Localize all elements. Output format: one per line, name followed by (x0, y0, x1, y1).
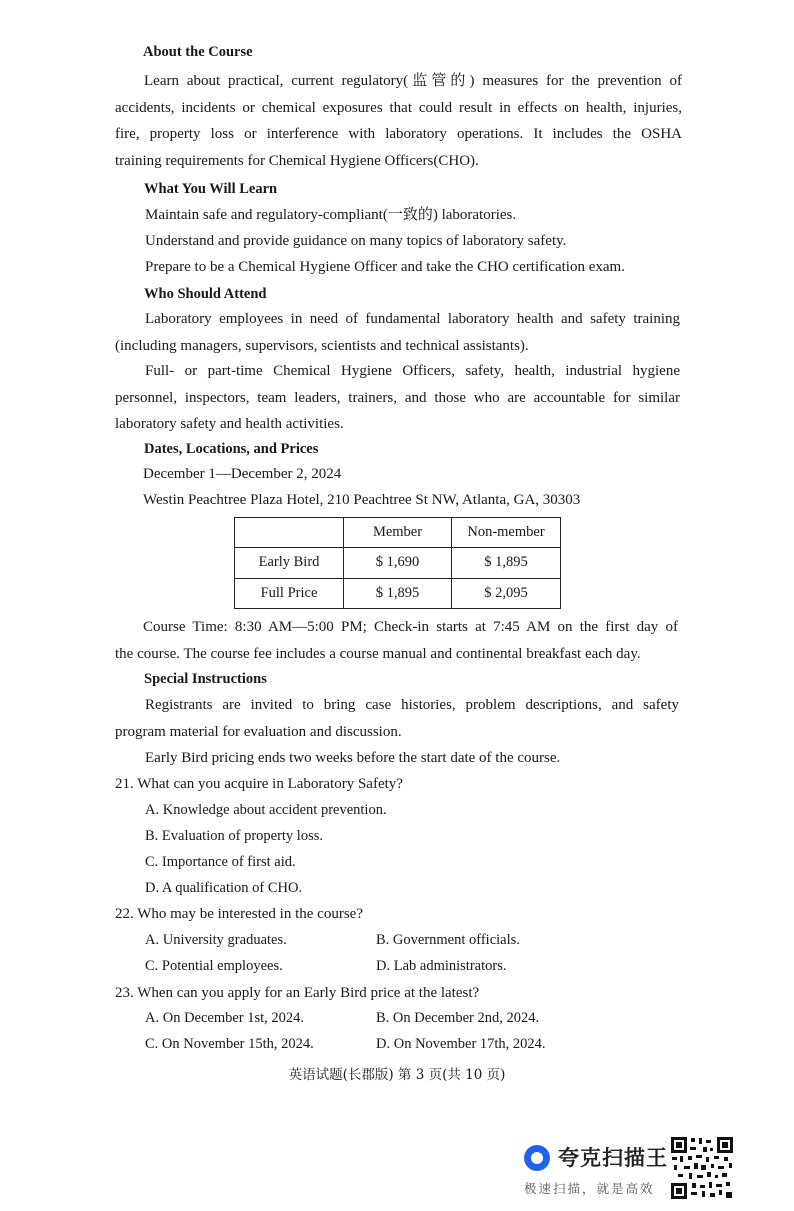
price-table-cell: $ 1,895 (344, 578, 452, 608)
price-table-row (235, 548, 561, 578)
price-table-cell: $ 1,895 (452, 548, 561, 578)
price-table-corner (235, 518, 344, 548)
price-table (234, 517, 561, 609)
about-line: Learn about practical, current regulatory(监管的) measures for the prevention of (144, 73, 682, 89)
attend-line: personnel, inspectors, team leaders, trainers, and those who are accountable for similar (115, 389, 680, 406)
question-option: D. A qualification of CHO. (145, 880, 303, 896)
about-line: accidents, incidents or chemical exposures that could result in effects on health, injuries, (115, 99, 682, 116)
course-dates: December 1—December 2, 2024 (143, 466, 342, 482)
attend-line: Full- or part-time Chemical Hygiene Officers, safety, health, industrial hygiene (145, 363, 680, 379)
price-table-row (235, 578, 561, 608)
question-option: C. Importance of first aid. (145, 854, 296, 870)
price-table-cell: Early Bird (235, 548, 344, 578)
learn-item: Maintain safe and regulatory-compliant(一致的) laboratories. (145, 207, 517, 223)
course-time-paragraph (115, 614, 678, 667)
special-heading: Special Instructions (144, 671, 267, 687)
price-table-cell: Full Price (235, 578, 344, 608)
price-table-header: Non-member (452, 518, 561, 548)
dates-heading: Dates, Locations, and Prices (144, 441, 319, 457)
question-stem: 22. Who may be interested in the course? (115, 906, 363, 922)
course-time-line: the course. The course fee includes a course manual and continental breakfast each day. (115, 645, 641, 662)
question-stem: 23. When can you apply for an Early Bird price at the latest? (115, 985, 480, 1001)
special-line: program material for evaluation and discussion. (115, 723, 402, 740)
attend-line: Laboratory employees in need of fundamental laboratory health and safety training (145, 311, 680, 327)
attend-paragraph-1 (115, 306, 680, 359)
attend-line: laboratory safety and health activities. (115, 416, 344, 432)
question-option: B. On December 2nd, 2024. (376, 1010, 540, 1026)
about-paragraph (115, 68, 682, 174)
question-option: D. Lab administrators. (376, 958, 507, 974)
price-table-header: Member (344, 518, 452, 548)
question-option: A. Knowledge about accident prevention. (145, 802, 387, 818)
about-line: fire, property loss or interference with laboratory operations. It includes the OSHA (115, 126, 682, 142)
about-heading: About the Course (143, 44, 253, 60)
attend-line: (including managers, supervisors, scientists and technical assistants). (115, 337, 529, 354)
price-table-cell: $ 2,095 (452, 578, 561, 608)
question-option: A. University graduates. (145, 932, 287, 948)
learn-heading: What You Will Learn (144, 181, 278, 197)
learn-item: Understand and provide guidance on many topics of laboratory safety. (145, 233, 567, 249)
special-paragraph-2: Early Bird pricing ends two weeks before the start date of the course. (145, 750, 561, 766)
question-option: C. On November 15th, 2024. (145, 1036, 314, 1052)
special-paragraph-1 (115, 692, 679, 745)
scanner-logo-icon (524, 1145, 550, 1171)
question-option: D. On November 17th, 2024. (376, 1036, 546, 1052)
attend-heading: Who Should Attend (144, 286, 267, 302)
scanner-tagline: 极速扫描，就是高效 (524, 1181, 655, 1196)
scanner-watermark (524, 1139, 668, 1199)
question-option: B. Government officials. (376, 932, 520, 948)
special-line: Registrants are invited to bring case histories, problem descriptions, and safety (145, 697, 679, 713)
about-line: training requirements for Chemical Hygiene Officers(CHO). (115, 152, 479, 169)
attend-paragraph-2 (115, 358, 680, 438)
scanner-brand-name: 夸克扫描王 (558, 1146, 668, 1170)
price-table-header-row (235, 518, 561, 548)
price-table-cell: $ 1,690 (344, 548, 452, 578)
question-option: C. Potential employees. (145, 958, 283, 974)
course-location: Westin Peachtree Plaza Hotel, 210 Peachtree St NW, Atlanta, GA, 30303 (143, 492, 581, 508)
question-option: B. Evaluation of property loss. (145, 828, 324, 844)
learn-item: Prepare to be a Chemical Hygiene Officer and take the CHO certification exam. (145, 259, 625, 275)
question-option: A. On December 1st, 2024. (145, 1010, 305, 1026)
qr-code-icon (670, 1136, 734, 1200)
page-footer: 英语试题(长郡版) 第 3 页(共 10 页) (288, 1067, 506, 1083)
question-stem: 21. What can you acquire in Laboratory Safety? (115, 776, 403, 792)
course-time-line: Course Time: 8:30 AM—5:00 PM; Check-in starts at 7:45 AM on the first day of (143, 619, 678, 635)
